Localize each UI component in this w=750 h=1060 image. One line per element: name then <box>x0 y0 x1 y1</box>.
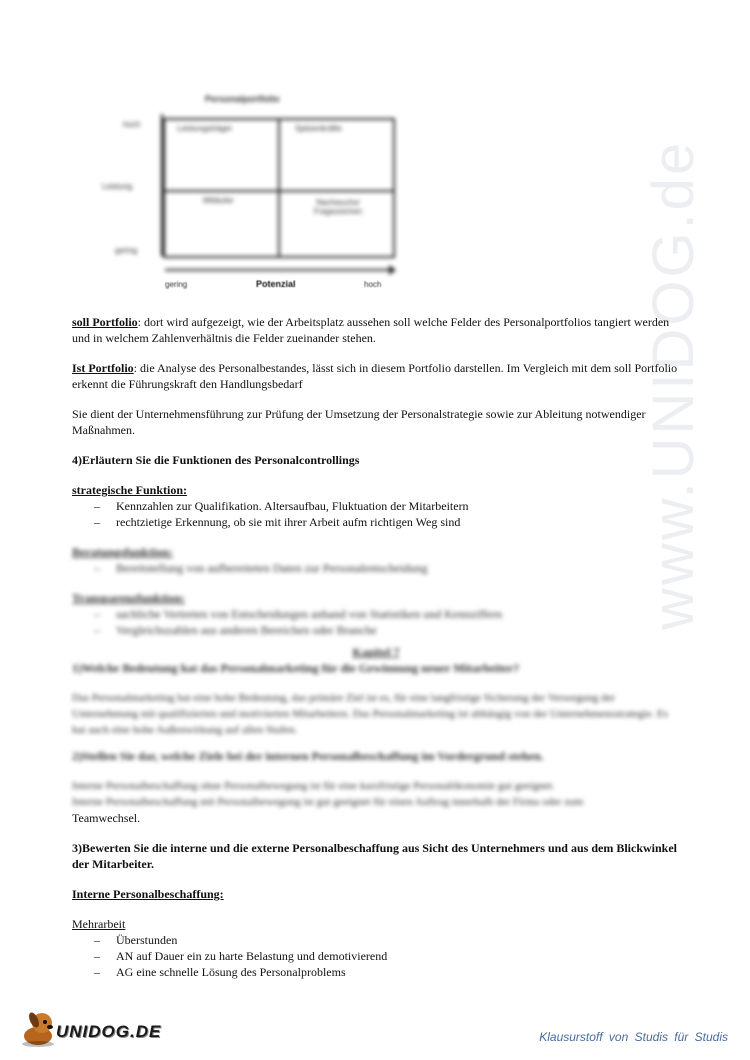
x-axis-arrow <box>165 269 391 271</box>
logo-text: UNIDOG.DE <box>56 1022 162 1041</box>
footer-tagline: Klausurstoff von Studis für Studis <box>539 1030 728 1044</box>
transparenz-title: Transparenzfunktion: <box>72 591 185 605</box>
watermark: www.UNIDOG.de <box>641 139 706 630</box>
list-item: – AN auf Dauer ein zu harte Belastung und demotivierend <box>94 949 388 963</box>
cell-mitlaeufer: Mitläufer <box>203 196 234 205</box>
mehrarbeit-title: Mehrarbeit <box>72 917 126 931</box>
list-item: – Kennzahlen zur Qualifikation. Altersaufbau, Fluktuation der Mitarbeitern <box>94 499 469 513</box>
ist-paragraph: Ist Portfolio: die Analyse des Personalbestandes, lässt sich in diesem Portfolio darstellen. Im Vergleich mit dem soll Portfolio erkennt die Führungskraft den Handlungsbedarf <box>72 361 678 391</box>
list-item: – Überstunden <box>94 933 178 947</box>
beratung-title: Beratungsfunktion: <box>72 545 173 559</box>
content <box>72 314 680 980</box>
soll-term: soll Portfolio <box>72 315 138 329</box>
list-item: – Vergleichszahlen aus anderen Bereichen oder Branche <box>94 623 377 637</box>
diagram-title: Personalportfolio <box>205 94 280 104</box>
cell-nachwuchs: Nachwuchs/ Fragezeichen <box>313 198 363 216</box>
y-label-high: hoch <box>123 120 141 129</box>
soll-paragraph: soll Portfolio: dort wird aufgezeigt, wie der Arbeitsplatz aussehen soll welche Felder des Personalportfolios tangiert werden und in welchem Zahlenverhältnis die Felder zueinander stehen. <box>72 315 670 345</box>
cell-spitzenkraefte: Spitzenkräfte <box>295 124 342 133</box>
y-label-low: gering <box>115 246 138 255</box>
x-label-high: hoch <box>364 280 382 289</box>
list-item: – Bereitstellung von aufbereiteten Daten zur Personalentscheidung <box>94 561 428 575</box>
cell-leistungstraeger: Leistungsträger <box>177 124 233 133</box>
blurred-section <box>72 544 680 810</box>
blurred-paragraph-2a: Interne Personalbeschaffung ohne Personalbewegung ist für eine kurzfristige Personalökonomie gut geeignet. <box>72 780 555 792</box>
dient-paragraph: Sie dient der Unternehmensführung zur Prüfung der Umsetzung der Personalstrategie sowie zur Ableitung notwendiger Maßnahmen. <box>72 407 646 437</box>
ist-term: Ist Portfolio <box>72 361 134 375</box>
question-4: 4)Erläutern Sie die Funktionen des Personalcontrollings <box>72 453 360 467</box>
blurred-paragraph-2b: Interne Personalbeschaffung mit Personalbewegung ist gut geeignet für einen Auftrag innerhalb der Firma oder zum <box>72 796 584 808</box>
x-label-axis: Potenzial <box>256 279 296 289</box>
dog-icon <box>18 1010 60 1048</box>
kapitel-heading: Kapitel 7 <box>352 645 400 659</box>
list-item: – sachliche Vertreten von Entscheidungen anhand von Statistiken und Kennziffern <box>94 607 503 621</box>
y-label-axis: Leistung <box>102 182 133 191</box>
diagram <box>95 90 415 290</box>
question-3: 3)Bewerten Sie die interne und die externe Personalbeschaffung aus Sicht des Unternehmers und aus dem Blickwinkel der Mitarbeiter. <box>72 841 678 871</box>
blurred-question-1: 1)Welche Bedeutung hat das Personalmarketing für die Gewinnung neuer Mitarbeiter? <box>72 661 520 675</box>
blurred-question-2: 2)Stellen Sie dar, welche Ziele bei der internen Personalbeschaffung im Vordergrund stehen. <box>72 749 544 763</box>
strategische-title: strategische Funktion: <box>72 483 187 497</box>
footer-logo <box>18 1010 178 1050</box>
blurred-paragraph-1: Das Personalmarketing hat eine hohe Bedeutung, das primäre Ziel ist es, für eine langfristige Sicherung der Versorgung der Unternehmung mit qualifizierten und motivierten Mitarbeitern. Das Personalmarketing ist abhängig von der Unternehmensstrategie. Es hat auch eine hohe Außenwirkung auf allen Stufen. <box>72 692 668 736</box>
list-item: – rechtzietige Erkennung, ob sie mit ihrer Arbeit aufm richtigen Weg sind <box>94 515 461 529</box>
interne-title: Interne Personalbeschaffung: <box>72 887 224 901</box>
y-axis-line <box>161 114 163 256</box>
teamwechsel-text: Teamwechsel. <box>72 811 141 825</box>
list-item: – AG eine schnelle Lösung des Personalproblems <box>94 965 346 979</box>
x-label-low: gering <box>165 280 188 289</box>
portfolio-grid <box>163 118 395 258</box>
